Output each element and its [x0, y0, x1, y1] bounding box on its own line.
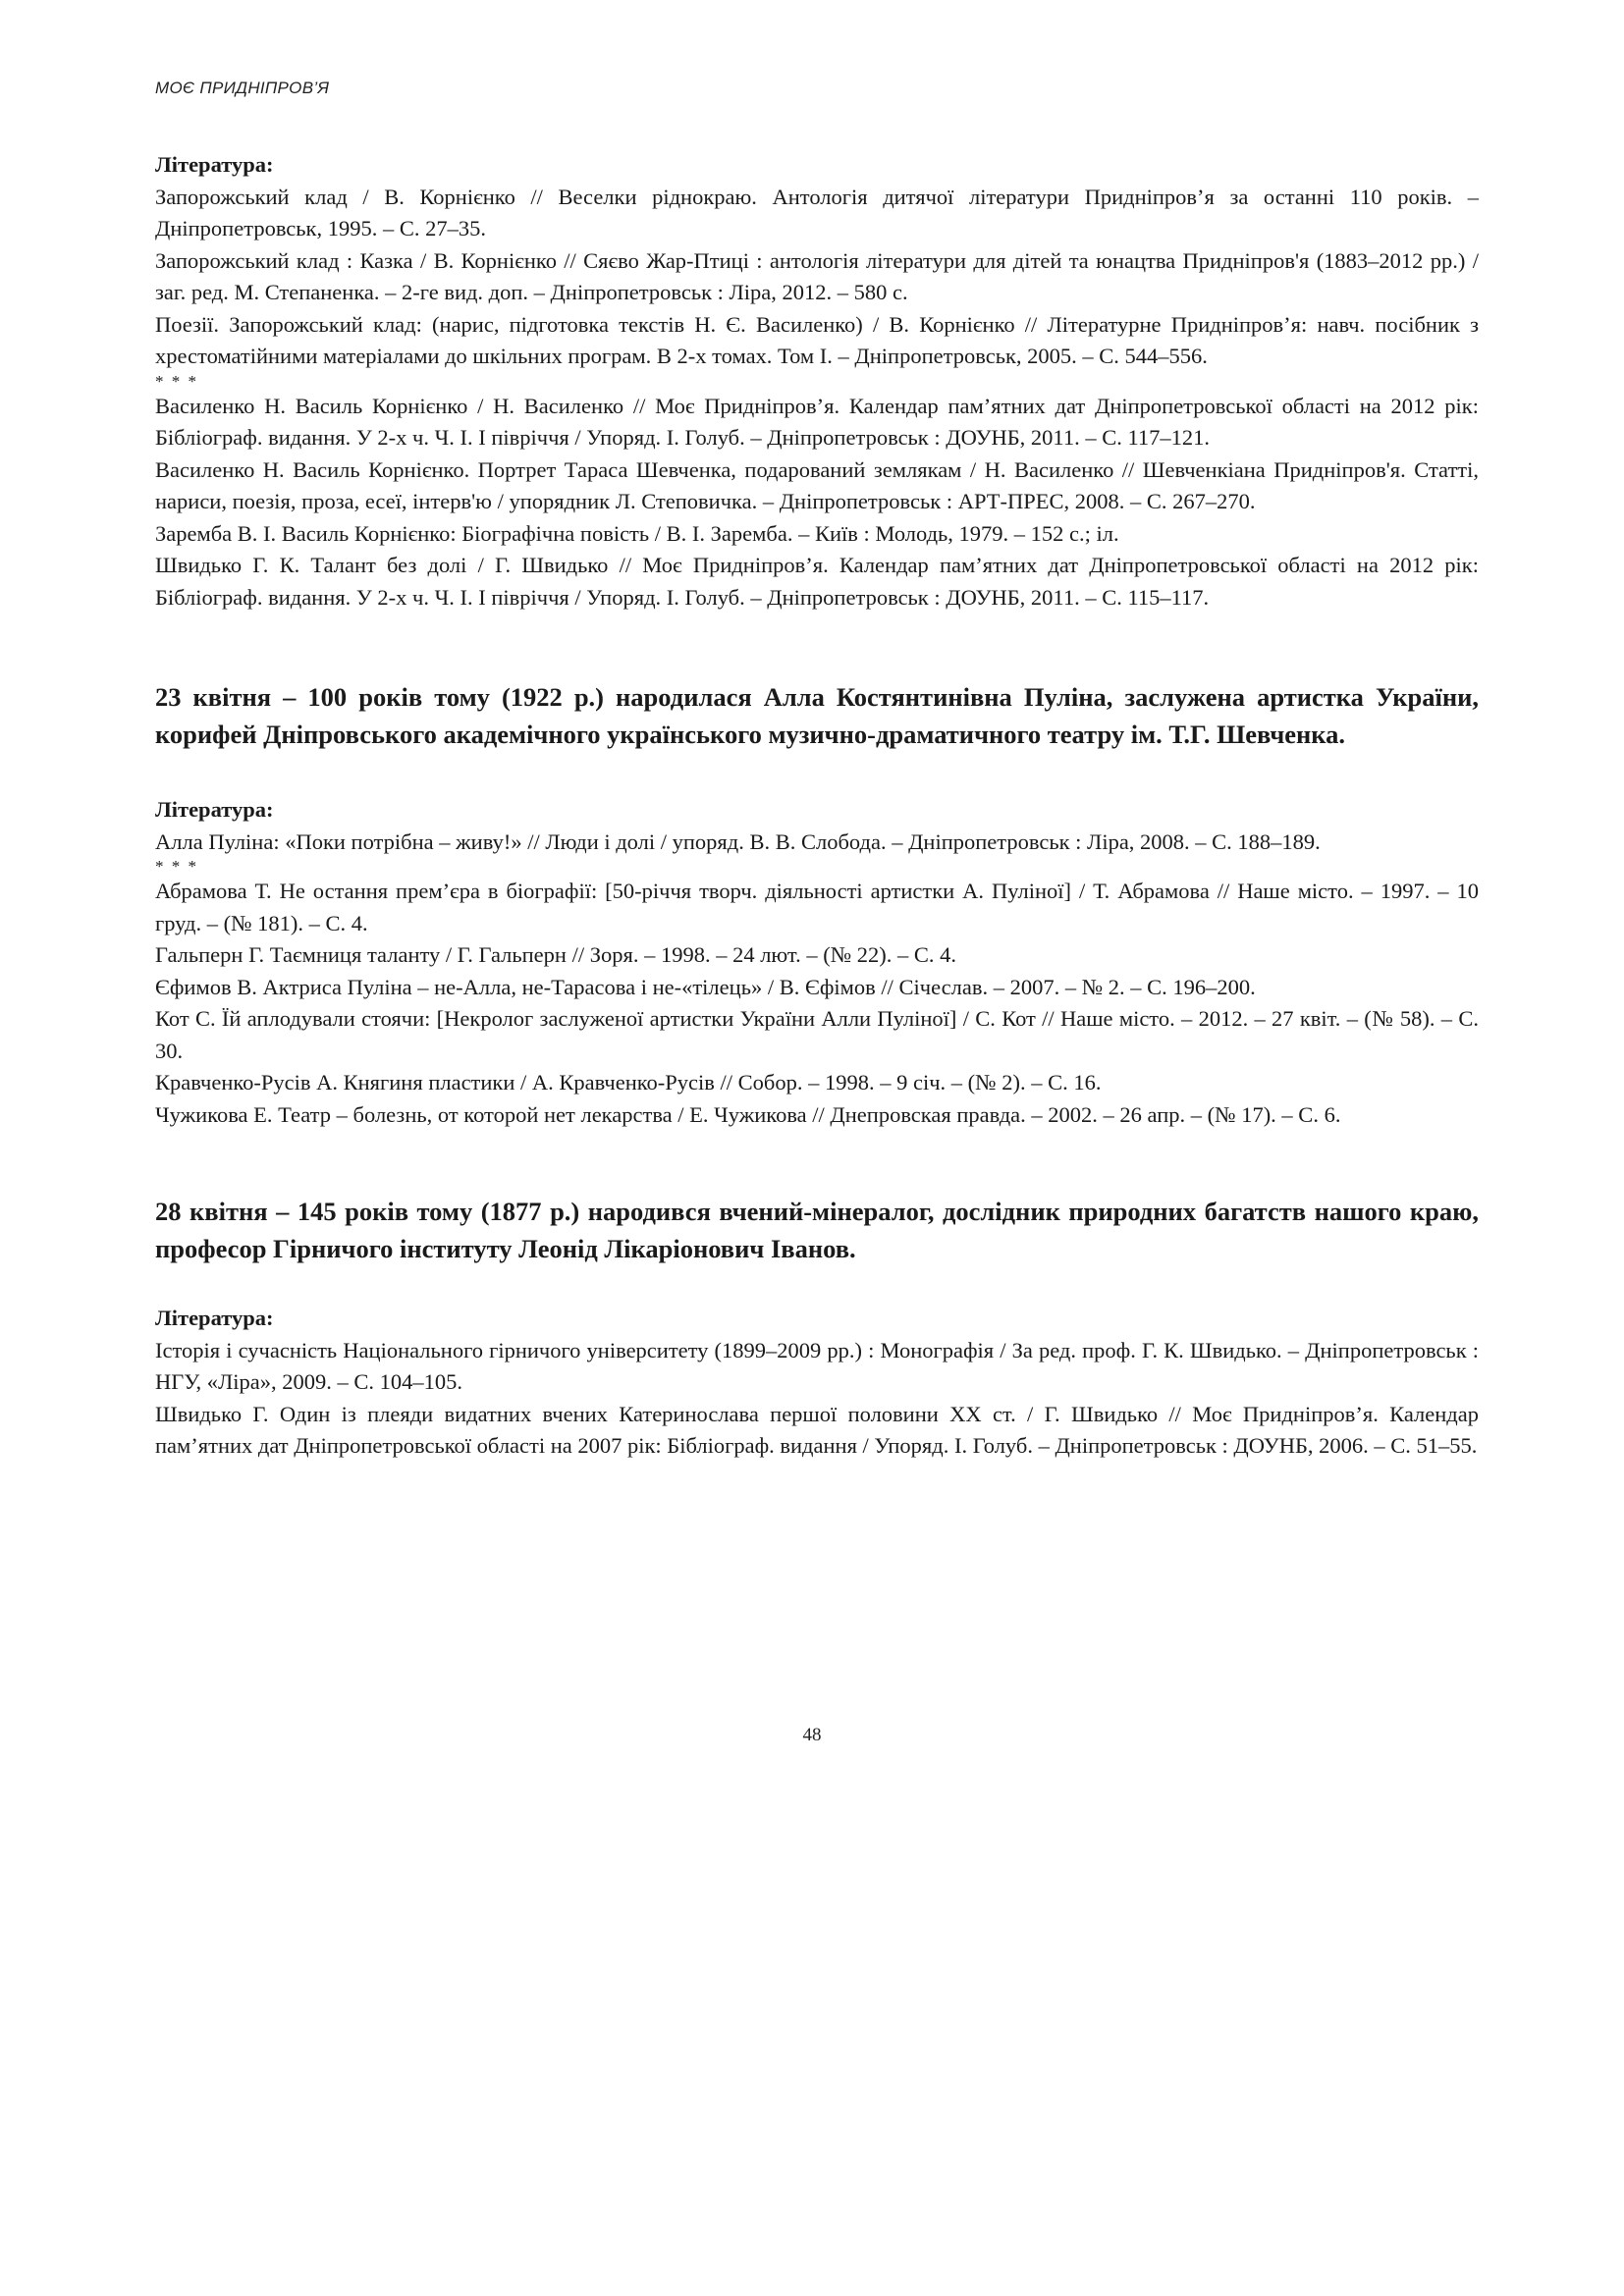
bibliography-entry: Кот С. Їй аплодували стоячи: [Некролог заслуженої артистки України Алли Пуліної] / С. Кот // Наше місто. – 2012. – 27 квіт. – (№ 58). – С. 30. [155, 1006, 1479, 1063]
literature-label: Література: [155, 797, 274, 822]
literature-label: Література: [155, 1306, 274, 1330]
bibliography-entry: Поезії. Запорожський клад: (нарис, підготовка текстів Н. Є. Василенко) / В. Корнієнко // Літературне Придніпров’я: навч. посібник з хрестоматійними матеріалами до шкільних програм. В 2-х томах. Том І. – Дніпропетровськ, 2005. – С. 544–556. [155, 311, 1479, 368]
event-heading: 28 квітня – 145 років тому (1877 р.) народився вчений-мінералог, дослідник природних багатств нашого краю, професор Гірничого інституту Леонід Лікаріонович Іванов. [155, 1197, 1479, 1263]
bibliography-entry: Швидько Г. К. Талант без долі / Г. Швидько // Моє Придніпров’я. Календар пам’ятних дат Дніпропетровської області на 2012 рік: Бібліограф. видання. У 2-х ч. Ч. І. І півріччя / Упоряд. І. Голуб. – Дніпропетровськ : ДОУНБ, 2011. – С. 115–117. [155, 553, 1479, 610]
running-header: МОЄ ПРИДНІПРОВ’Я [155, 79, 330, 97]
event-section-ivanov [155, 1193, 1479, 1463]
literature-label: Література: [155, 152, 274, 177]
page-number: 48 [802, 1725, 822, 1745]
bibliography-entry: Гальперн Г. Таємниця таланту / Г. Гальперн // Зоря. – 1998. – 24 лют. – (№ 22). – С. 4. [155, 942, 957, 967]
bibliography-entry: Кравченко-Русів А. Княгиня пластики / А. Кравченко-Русів // Собор. – 1998. – 9 січ. – (№ 2). – С. 16. [155, 1070, 1102, 1095]
section-spacer [155, 1131, 1479, 1193]
page-content [155, 149, 1479, 1463]
event-section-pulina [155, 678, 1479, 1131]
separator-stars: * * * [155, 371, 198, 391]
bibliography-entry: Василенко Н. Василь Корнієнко. Портрет Тараса Шевченка, подарований землякам / Н. Василенко // Шевченкіана Придніпров'я. Статті, нариси, поезія, проза, есеї, інтерв'ю / упорядник Л. Степовичка. – Дніпропетровськ : АРТ-ПРЕС, 2008. – С. 267–270. [155, 456, 1479, 513]
bibliography-entry: Чужикова Е. Театр – болезнь, от которой нет лекарства / Е. Чужикова // Днепровская правда. – 2002. – 26 апр. – (№ 17). – С. 6. [155, 1101, 1341, 1127]
bibliography-entry: Заремба В. І. Василь Корнієнко: Біографічна повість / В. І. Заремба. – Київ : Молодь, 1979. – 152 с.; іл. [155, 520, 1119, 546]
bibliography-entry: Абрамова Т. Не остання прем’єра в біографії: [50-річчя творч. діяльності артистки А. Пуліної] / Т. Абрамова // Наше місто. – 1997. – 10 груд. – (№ 181). – С. 4. [155, 879, 1479, 935]
event-heading: 23 квітня – 100 років тому (1922 р.) народилася Алла Костянтинівна Пуліна, заслужена артистка України, корифей Дніпровського академічного українського музично-драматичного театру ім. Т.Г. Шевченка. [155, 682, 1479, 749]
heading-spacer [155, 1267, 1479, 1303]
bibliography-entry: Запорожський клад / В. Корнієнко // Веселки ріднокраю. Антологія дитячої літератури Придніпров’я за останні 110 років. – Дніпропетровськ, 1995. – С. 27–35. [155, 184, 1479, 240]
separator-stars: * * * [155, 857, 198, 876]
bibliography-entry: Історія і сучасність Національного гірничого університету (1899–2009 рр.) : Монографія / За ред. проф. Г. К. Швидько. – Дніпропетровськ : НГУ, «Ліра», 2009. – С. 104–105. [155, 1337, 1479, 1394]
bibliography-entry: Алла Пуліна: «Поки потрібна – живу!» // Люди і долі / упоряд. В. В. Слобода. – Дніпропетровськ : Ліра, 2008. – С. 188–189. [155, 828, 1321, 854]
section-spacer [155, 614, 1479, 678]
heading-spacer [155, 753, 1479, 794]
bibliography-entry: Запорожський клад : Казка / В. Корнієнко // Сяєво Жар-Птиці : антологія літератури для дітей та юнацтва Придніпров'я (1883–2012 рр.) / заг. ред. М. Степаненка. – 2-ге вид. доп. – Дніпропетровськ : Ліра, 2012. – 580 с. [155, 247, 1479, 304]
literature-section-1 [155, 149, 1479, 614]
bibliography-entry: Швидько Г. Один із плеяди видатних вчених Катеринослава першої половини ХХ ст. / Г. Швидько // Моє Придніпров’я. Календар пам’ятних дат Дніпропетровської області на 2007 рік: Бібліограф. видання / Упоряд. І. Голуб. – Дніпропетровськ : ДОУНБ, 2006. – С. 51–55. [155, 1401, 1479, 1458]
bibliography-entry: Єфимов В. Актриса Пуліна – не-Алла, не-Тарасова і не-«тілець» / В. Єфімов // Січеслав. – 2007. – № 2. – С. 196–200. [155, 974, 1256, 999]
bibliography-entry: Василенко Н. Василь Корнієнко / Н. Василенко // Моє Придніпров’я. Календар пам’ятних дат Дніпропетровської області на 2012 рік: Бібліограф. видання. У 2-х ч. Ч. І. І півріччя / Упоряд. І. Голуб. – Дніпропетровськ : ДОУНБ, 2011. – С. 117–121. [155, 393, 1479, 450]
